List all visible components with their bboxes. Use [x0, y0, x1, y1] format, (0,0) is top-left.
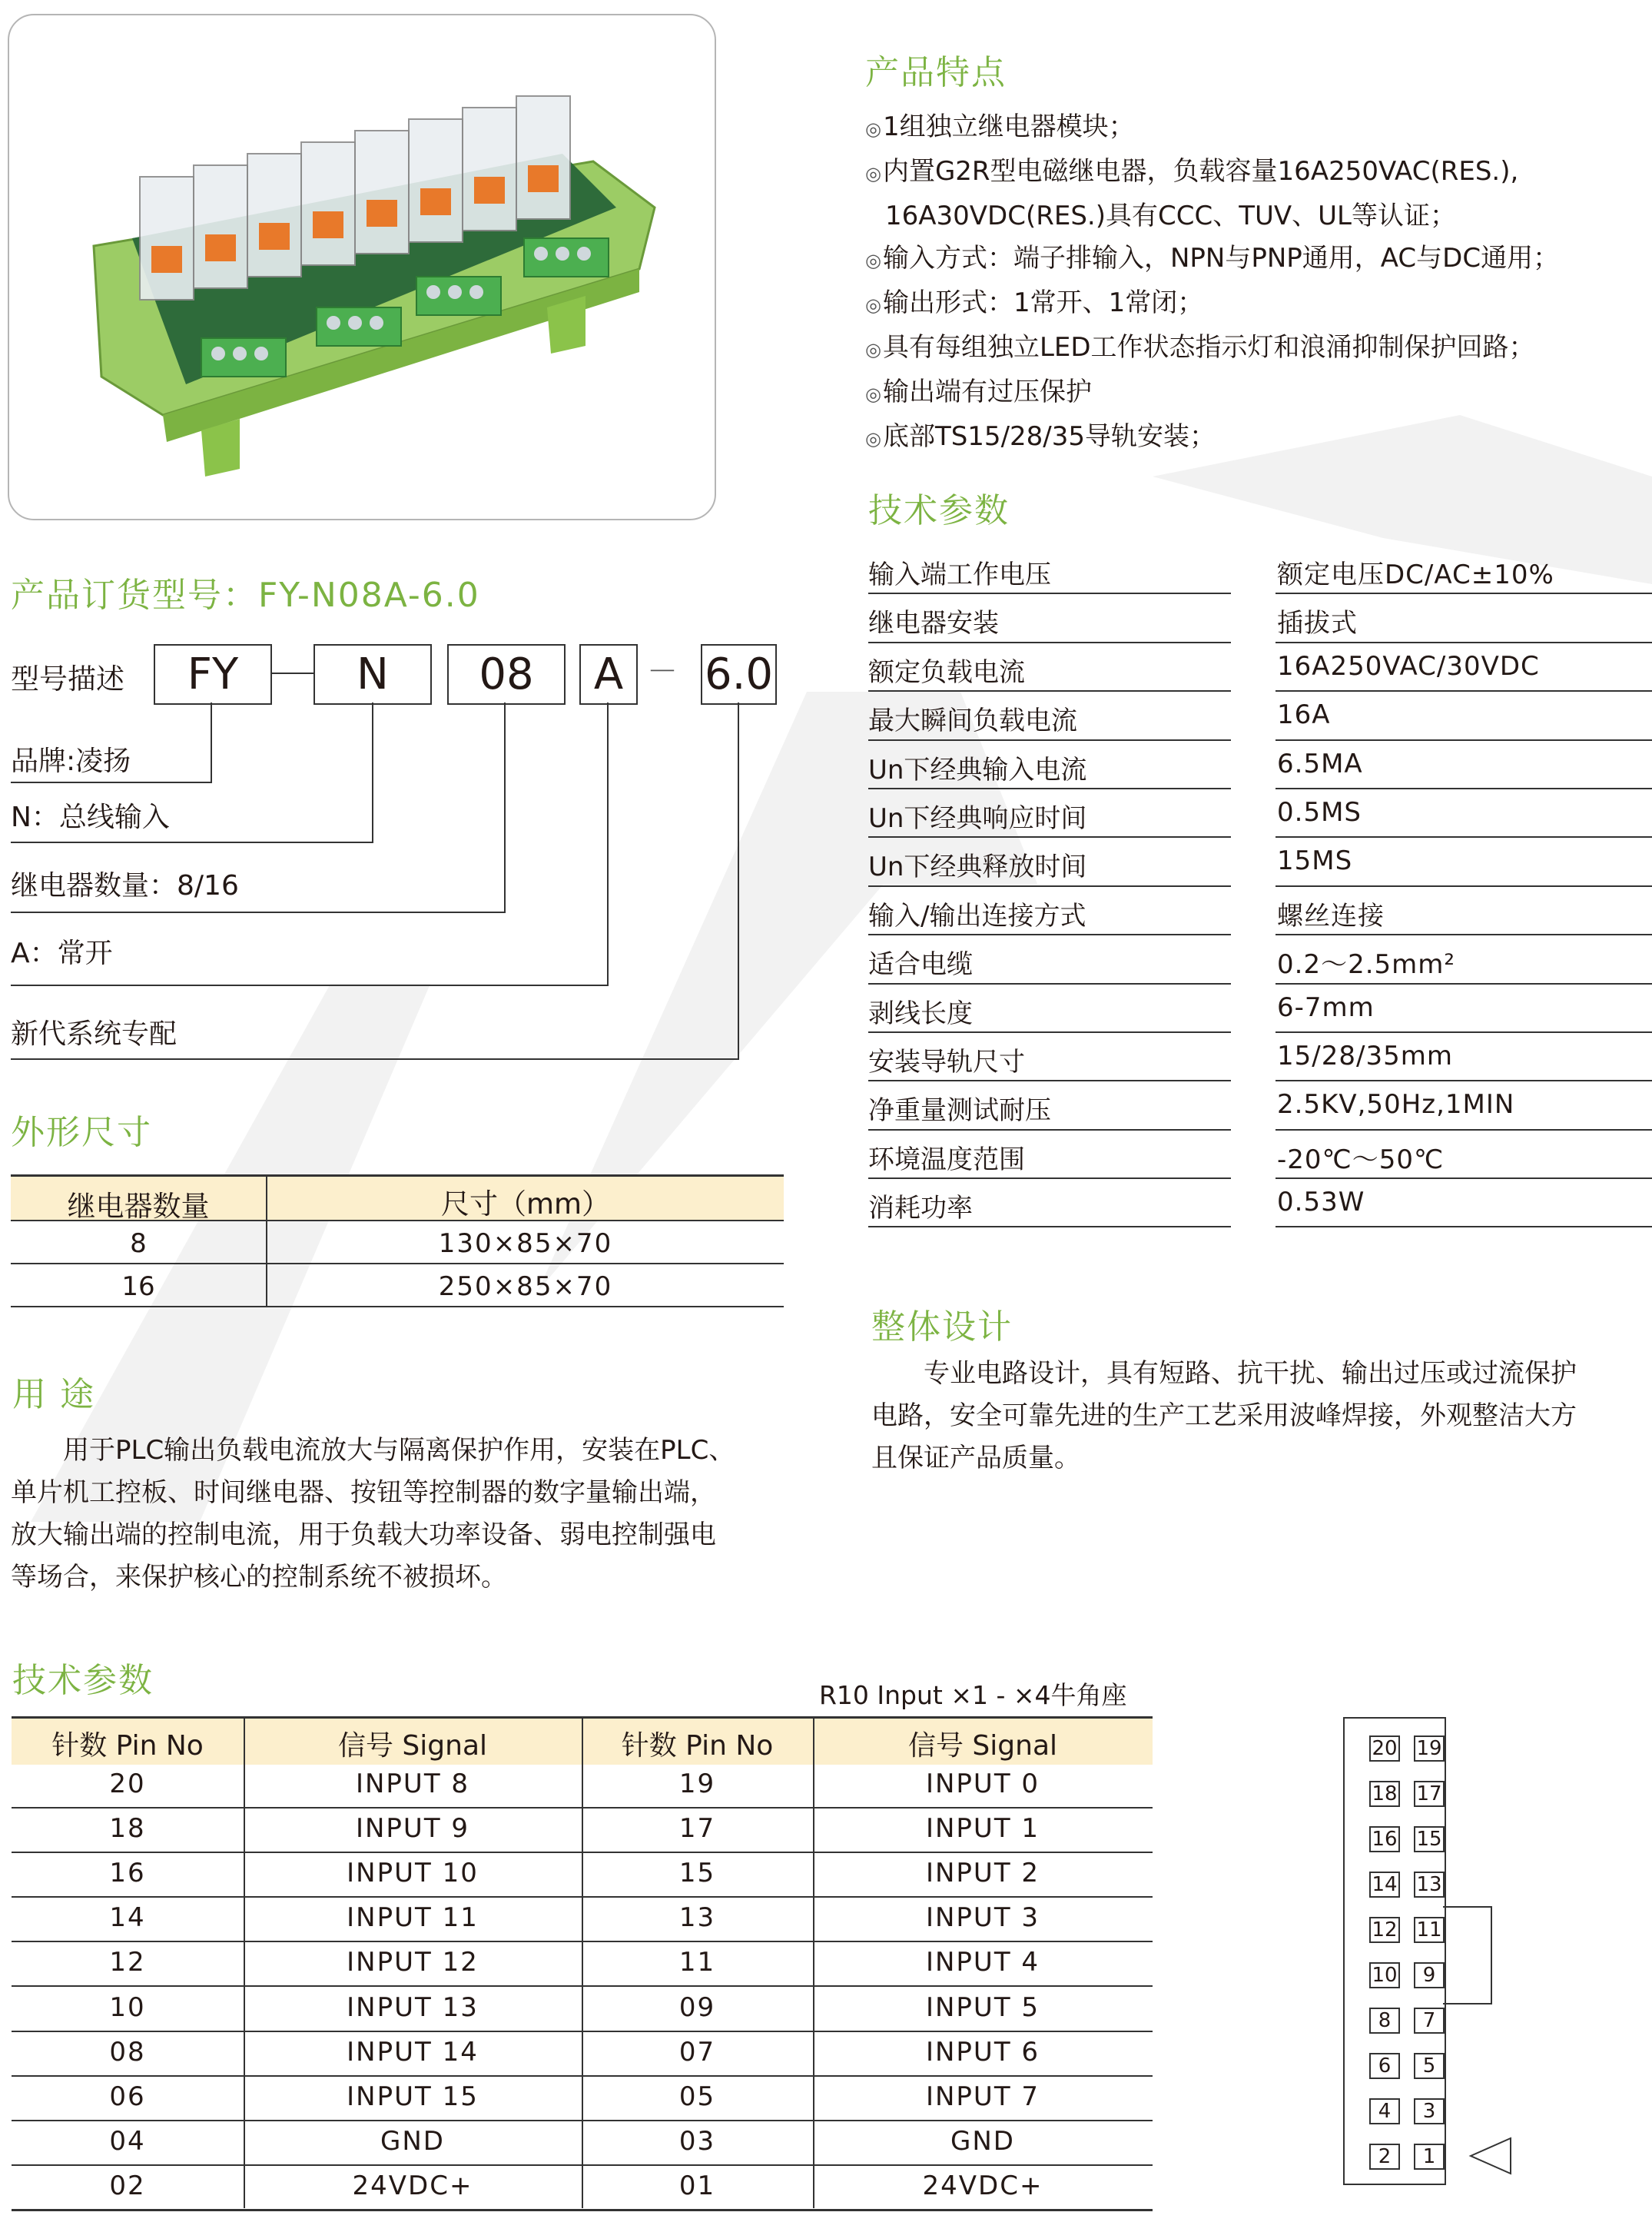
pin-signal: INPUT 6	[925, 2036, 1040, 2068]
pin-table-row	[12, 1807, 1153, 1853]
pin-number: 18	[109, 1813, 146, 1845]
connector-pin: 15	[1414, 1826, 1445, 1852]
spec-row: Un下经典释放时间 15MS	[868, 838, 1640, 886]
leader-line	[372, 702, 373, 842]
tech-params-table	[868, 546, 1640, 1227]
spec-row: 安装导轨尺寸 15/28/35mm	[868, 1033, 1640, 1081]
pin-number: 07	[678, 2036, 716, 2068]
leader-line	[11, 985, 609, 986]
code-box-version: 6.0	[701, 644, 777, 705]
dimensions-col-count: 继电器数量	[67, 1190, 210, 1223]
feature-item: ◎内置G2R型电磁继电器，负载容量16A250VAC(RES.),	[865, 156, 1519, 187]
bullet-icon: ◎	[865, 250, 881, 271]
leader-line	[504, 702, 506, 912]
pin-table-row	[12, 1762, 1153, 1809]
usage-heading: 用 途	[12, 1375, 95, 1414]
code-box-count: 08	[447, 644, 566, 705]
connector-pin: 9	[1414, 1962, 1445, 1988]
bullet-icon: ◎	[865, 294, 881, 316]
pin-table-row	[12, 1986, 1153, 2032]
leader-line	[11, 1058, 739, 1060]
pin-signal: INPUT 1	[925, 1813, 1040, 1845]
connector-pin: 1	[1414, 2144, 1445, 2170]
pin-table-row	[12, 1896, 1153, 1942]
pin-table-row	[12, 2075, 1153, 2121]
spec-row: 输入/输出连接方式 螺丝连接	[868, 887, 1640, 935]
dimensions-cell: 8	[130, 1228, 147, 1259]
legend-contact: A：常开	[11, 938, 113, 969]
spec-row: 剥线长度 6-7mm	[868, 985, 1640, 1033]
feature-item: ◎具有每组独立LED工作状态指示灯和浪涌抑制保护回路；	[865, 332, 1535, 363]
connector-pin: 14	[1369, 1872, 1400, 1898]
pin-number: 15	[678, 1858, 716, 1889]
legend-brand: 品牌:凌扬	[11, 746, 131, 777]
feature-item: ◎输入方式：端子排输入，NPN与PNP通用，AC与DC通用；	[865, 243, 1560, 274]
pin-table-heading: 技术参数	[12, 1661, 154, 1700]
feature-item: ◎1组独立继电器模块；	[865, 111, 1135, 142]
pin-signal: INPUT 7	[925, 2081, 1040, 2112]
connector-pin: 20	[1369, 1735, 1400, 1762]
connector-pin: 13	[1414, 1872, 1445, 1898]
pin-signal: INPUT 15	[347, 2081, 479, 2112]
pin-signal: INPUT 13	[347, 1991, 479, 2023]
feature-item-continued: 16A30VDC(RES.)具有CCC、TUV、UL等认证；	[885, 201, 1456, 231]
connector-pin: 8	[1369, 2008, 1400, 2034]
connector-pin: 6	[1369, 2053, 1400, 2079]
pin-number: 08	[109, 2036, 146, 2068]
pin-signal: INPUT 10	[347, 1858, 479, 1889]
pin-signal: INPUT 12	[347, 1947, 479, 1978]
pin-signal: INPUT 9	[355, 1813, 470, 1845]
pin-number: 13	[678, 1902, 716, 1934]
pin-number: 02	[109, 2170, 146, 2201]
relay-module-photo	[9, 15, 715, 519]
leader-line	[738, 702, 739, 1059]
code-box-input: N	[313, 644, 432, 705]
leader-line	[607, 702, 609, 985]
leader-line	[211, 702, 212, 782]
pin-signal: 24VDC+	[352, 2170, 473, 2201]
features-heading: 产品特点	[865, 53, 1007, 92]
pin-number: 01	[678, 2170, 716, 2201]
connector-pin: 7	[1414, 2008, 1445, 2034]
pin-signal: INPUT 4	[925, 1947, 1040, 1978]
design-heading: 整体设计	[871, 1307, 1013, 1347]
spec-row: Un下经典响应时间 0.5MS	[868, 789, 1640, 838]
leader-line	[11, 912, 506, 913]
connector-pin: 12	[1369, 1917, 1400, 1943]
code-box-contact: A	[579, 644, 638, 705]
pin-number: 12	[109, 1947, 146, 1978]
features-list	[865, 106, 1641, 460]
pin-signal: 24VDC+	[922, 2170, 1043, 2201]
pin-signal: INPUT 3	[925, 1902, 1040, 1934]
usage-text: 用于PLC输出负载电流放大与隔离保护作用，安装在PLC、 单片机工控板、时间继电器、按钮等控制器的数字量输出端， 放大输出端的控制电流，用于负载大功率设备、弱电控制强电 等场合，来保护核心的控制系统不被损坏。	[11, 1435, 735, 1593]
spec-row: 净重量测试耐压 2.5KV,50Hz,1MIN	[868, 1081, 1640, 1130]
dimensions-col-size: 尺寸（mm）	[440, 1187, 611, 1221]
bullet-icon: ◎	[865, 428, 881, 450]
pin-signal: INPUT 0	[925, 1769, 1040, 1799]
pin-signal: INPUT 8	[355, 1769, 470, 1799]
signal-col-header: 信号 Signal	[907, 1730, 1058, 1762]
pin-number: 04	[109, 2125, 146, 2157]
pin-col-header: 针数 Pin No	[621, 1730, 774, 1762]
connector-pin: 10	[1369, 1962, 1400, 1988]
connector-pin: 11	[1414, 1917, 1445, 1943]
code-box-brand: FY	[154, 644, 272, 705]
pin-table-row	[12, 1852, 1153, 1898]
tech-params-heading: 技术参数	[868, 491, 1010, 530]
pin1-arrow-icon	[1468, 2135, 1514, 2177]
pin-signal: INPUT 14	[347, 2036, 479, 2068]
bullet-icon: ◎	[865, 118, 881, 140]
bullet-icon: ◎	[865, 384, 881, 405]
pin-table-row	[12, 2031, 1153, 2077]
connector-key	[1443, 1906, 1492, 2004]
dimensions-heading: 外形尺寸	[11, 1113, 152, 1152]
pin-col-header: 针数 Pin No	[51, 1730, 204, 1762]
pin-number: 06	[109, 2081, 146, 2112]
pin-number: 14	[109, 1902, 146, 1934]
connector-pin: 3	[1414, 2098, 1445, 2124]
spec-row: 环境温度范围 -20℃～50℃	[868, 1131, 1640, 1179]
connector-pin: 4	[1369, 2098, 1400, 2124]
bullet-icon: ◎	[865, 339, 881, 360]
pin-signal: INPUT 5	[925, 1991, 1040, 2023]
connector-pin: 5	[1414, 2053, 1445, 2079]
dimensions-cell: 16	[121, 1271, 155, 1302]
dimensions-cell: 130×85×70	[438, 1228, 613, 1259]
connector-note: R10 Input ×1 - ×4牛角座	[819, 1680, 1127, 1710]
legend-system: 新代系统专配	[11, 1018, 177, 1050]
pin-number: 11	[678, 1947, 716, 1978]
code-connector	[270, 673, 313, 674]
spec-row: 消耗功率 0.53W	[868, 1179, 1640, 1227]
code-dash: －	[647, 654, 678, 689]
pin-number: 03	[678, 2125, 716, 2157]
spec-row: 最大瞬间负载电流 16A	[868, 692, 1640, 740]
design-text: 专业电路设计，具有短路、抗干扰、输出过压或过流保护 电路，安全可靠先进的生产工艺采用波峰焊接，外观整洁大方 且保证产品质量。	[871, 1358, 1577, 1473]
legend-input: N：总线输入	[11, 802, 170, 833]
pin-signal: GND	[950, 2125, 1015, 2157]
pin-signal: INPUT 11	[347, 1902, 479, 1934]
pin-signal: INPUT 2	[925, 1858, 1040, 1889]
connector-pin: 2	[1369, 2144, 1400, 2170]
spec-row: Un下经典输入电流 6.5MA	[868, 741, 1640, 789]
pin-table-row	[12, 2120, 1153, 2166]
feature-item: ◎输出端有过压保护	[865, 377, 1092, 407]
pin-number: 10	[109, 1991, 146, 2023]
spec-row: 额定负载电流 16A250VAC/30VDC	[868, 643, 1640, 692]
leader-line	[11, 842, 373, 843]
legend-count: 继电器数量：8/16	[11, 870, 239, 902]
connector-pin: 17	[1414, 1781, 1445, 1807]
spec-row: 适合电缆 0.2～2.5mm²	[868, 935, 1640, 984]
connector-pin: 18	[1369, 1781, 1400, 1807]
pin-number: 09	[678, 1991, 716, 2023]
pin-number: 20	[109, 1769, 146, 1799]
signal-col-header: 信号 Signal	[337, 1730, 488, 1762]
bullet-icon: ◎	[865, 163, 881, 184]
feature-item: ◎输出形式：1常开、1常闭；	[865, 287, 1204, 318]
pin-number: 16	[109, 1858, 146, 1889]
pin-table-row	[12, 2164, 1153, 2211]
pin-number: 17	[678, 1813, 716, 1845]
spec-row: 继电器安装 插拔式	[868, 594, 1640, 643]
pin-signal: GND	[380, 2125, 445, 2157]
spec-row: 输入端工作电压 额定电压DC/AC±10%	[868, 546, 1640, 594]
product-photo-frame	[8, 14, 716, 520]
pin-table-row	[12, 1941, 1153, 1987]
order-model-heading: 产品订货型号：FY-N08A-6.0	[11, 576, 480, 615]
connector-pin: 19	[1414, 1735, 1445, 1762]
connector-pin: 16	[1369, 1826, 1400, 1852]
pin-number: 19	[678, 1769, 716, 1799]
pin-number: 05	[678, 2081, 716, 2112]
dimensions-cell: 250×85×70	[438, 1271, 613, 1302]
dimensions-table	[11, 1174, 784, 1309]
model-desc-label: 型号描述	[11, 663, 124, 696]
leader-line	[11, 782, 212, 783]
feature-item: ◎底部TS15/28/35导轨安装；	[865, 421, 1216, 452]
